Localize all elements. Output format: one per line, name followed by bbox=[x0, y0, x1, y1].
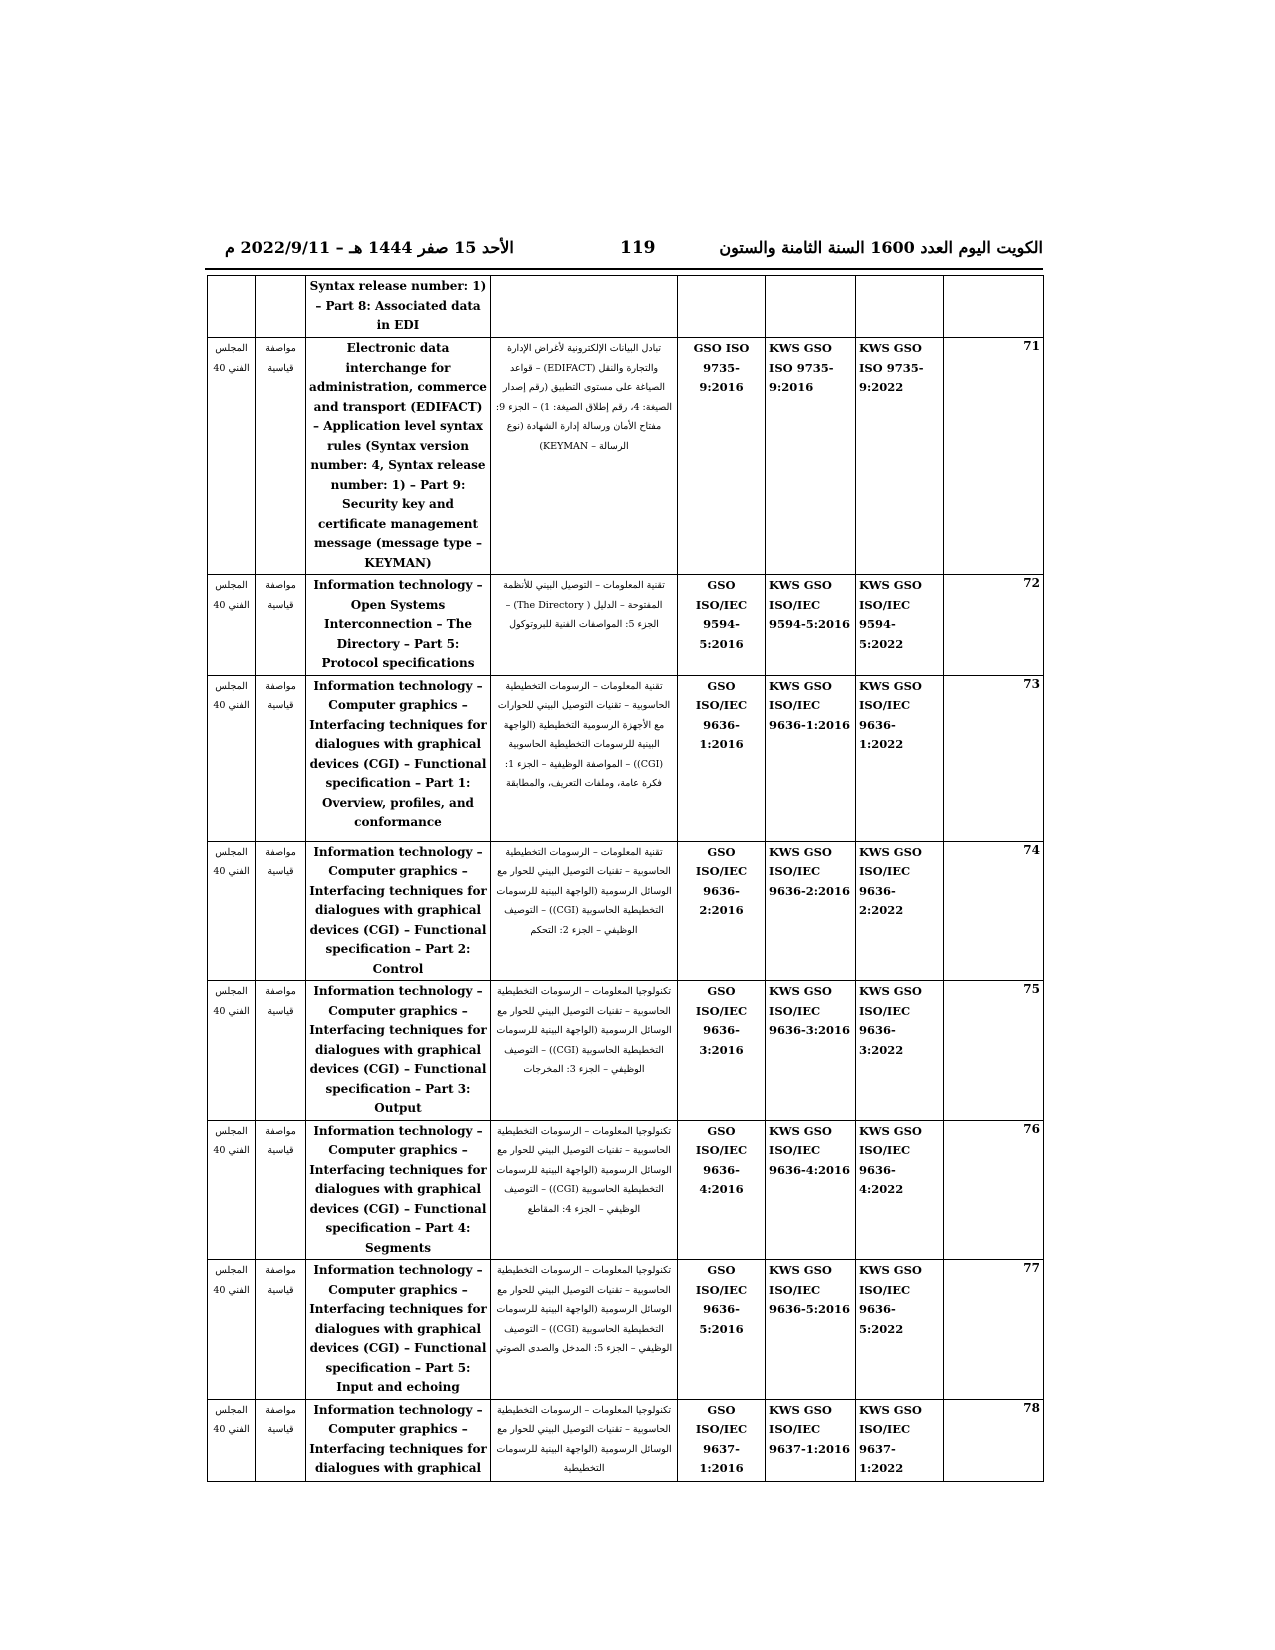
arabic-title-cell: تكنولوجيا المعلومات – الرسومات التخطيطية الحاسوبية – تقنيات التوصيل البيني للحوار مع الوسائل الرسومية (الواجهة البينية للرسومات التخطيطية bbox=[491, 1399, 678, 1481]
row-number-cell: 75 bbox=[944, 981, 1044, 1121]
table-row bbox=[208, 1399, 1044, 1481]
english-title-cell: Information technology – Computer graphics – Interfacing techniques for dialogues with graphical devices (CGI) – Functional specification – Part 5: Input and echoing bbox=[306, 1260, 491, 1400]
row-number-cell: 77 bbox=[944, 1260, 1044, 1400]
kws-new-reference-cell: KWS GSO ISO/IEC 9637-1:2022 bbox=[856, 1399, 944, 1481]
issue-date: الأحد 15 صفر 1444 هـ – 2022/9/11 م bbox=[225, 238, 514, 257]
gso-reference-cell: GSO ISO/IEC 9636-3:2016 bbox=[678, 981, 766, 1121]
approving-body-cell: المجلس الفني 40 bbox=[208, 575, 256, 676]
arabic-title-cell: تبادل البيانات الإلكترونية لأغراض الإدارة والتجارة والنقل (EDIFACT) – قواعد الصياغة على مستوى التطبيق (رقم إصدار الصيغة: 4، رقم إطلاق الصيغة: 1) – الجزء 9: مفتاح الأمان ورسالة إدارة الشهادة (نوع الرسالة – KEYMAN) bbox=[491, 338, 678, 575]
table-row bbox=[208, 338, 1044, 575]
approving-body-cell: المجلس الفني 40 bbox=[208, 1120, 256, 1260]
table-row bbox=[208, 675, 1044, 841]
kws-new-reference-cell: KWS GSO ISO/IEC 9636-3:2022 bbox=[856, 981, 944, 1121]
gso-reference-cell: GSO ISO/IEC 9636-5:2016 bbox=[678, 1260, 766, 1400]
gso-reference-cell: GSO ISO 9735-9:2016 bbox=[678, 338, 766, 575]
document-type-cell: مواصفة قياسية bbox=[256, 841, 306, 981]
approving-body-cell: المجلس الفني 40 bbox=[208, 1399, 256, 1481]
table-row bbox=[208, 841, 1044, 981]
arabic-title-cell: تكنولوجيا المعلومات – الرسومات التخطيطية الحاسوبية – تقنيات التوصيل البيني للحوار مع الوسائل الرسومية (الواجهة البينية للرسومات التخطيطية الحاسوبية (CGI)) – التوصيف الوظيفي – الجزء 3: المخرجات bbox=[491, 981, 678, 1121]
kws-old-reference-cell: KWS GSO ISO/IEC 9636-4:2016 bbox=[766, 1120, 856, 1260]
document-type-cell: مواصفة قياسية bbox=[256, 575, 306, 676]
english-title-cell: Syntax release number: 1) – Part 8: Associated data in EDI bbox=[306, 276, 491, 338]
row-number-cell: 72 bbox=[944, 575, 1044, 676]
row-number-cell bbox=[944, 276, 1044, 338]
kws-old-reference-cell: KWS GSO ISO/IEC 9636-3:2016 bbox=[766, 981, 856, 1121]
page-number: 119 bbox=[620, 238, 656, 258]
document-type-cell: مواصفة قياسية bbox=[256, 981, 306, 1121]
english-title-cell: Information technology – Computer graphics – Interfacing techniques for dialogues with graphical devices (CGI) – Functional specification – Part 2: Control bbox=[306, 841, 491, 981]
row-number-cell: 74 bbox=[944, 841, 1044, 981]
arabic-title-cell: تقنية المعلومات – الرسومات التخطيطية الحاسوبية – تقنيات التوصيل البيني للحوار مع الوسائل الرسومية (الواجهة البينية للرسومات التخطيطية الحاسوبية (CGI)) – التوصيف الوظيفي – الجزء 2: التحكم bbox=[491, 841, 678, 981]
kws-new-reference-cell bbox=[856, 276, 944, 338]
kws-new-reference-cell: KWS GSO ISO/IEC 9636-4:2022 bbox=[856, 1120, 944, 1260]
kws-new-reference-cell: KWS GSO ISO/IEC 9594-5:2022 bbox=[856, 575, 944, 676]
row-number-cell: 78 bbox=[944, 1399, 1044, 1481]
gso-reference-cell: GSO ISO/IEC 9637-1:2016 bbox=[678, 1399, 766, 1481]
gazette-title: الكويت اليوم العدد 1600 السنة الثامنة والستون bbox=[719, 238, 1043, 257]
gso-reference-cell: GSO ISO/IEC 9636-4:2016 bbox=[678, 1120, 766, 1260]
arabic-title-cell bbox=[491, 276, 678, 338]
english-title-cell: Information technology – Computer graphics – Interfacing techniques for dialogues with graphical devices (CGI) – Functional specification – Part 1: Overview, profiles, and conformance bbox=[306, 675, 491, 841]
arabic-title-cell: تكنولوجيا المعلومات – الرسومات التخطيطية الحاسوبية – تقنيات التوصيل البيني للحوار مع الوسائل الرسومية (الواجهة البينية للرسومات التخطيطية الحاسوبية (CGI)) – التوصيف الوظيفي – الجزء 4: المقاطع bbox=[491, 1120, 678, 1260]
kws-old-reference-cell: KWS GSO ISO/IEC 9637-1:2016 bbox=[766, 1399, 856, 1481]
approving-body-cell: المجلس الفني 40 bbox=[208, 841, 256, 981]
document-type-cell bbox=[256, 276, 306, 338]
document-type-cell: مواصفة قياسية bbox=[256, 338, 306, 575]
approving-body-cell bbox=[208, 276, 256, 338]
arabic-title-cell: تقنية المعلومات – الرسومات التخطيطية الحاسوبية – تقنيات التوصيل البيني للحوارات مع الأجهزة الرسومية التخطيطية (الواجهة البينية للرسومات التخطيطية الحاسوبية (CGI)) – المواصفة الوظيفية – الجزء 1: فكرة عامة، وملفات التعريف، والمطابقة bbox=[491, 675, 678, 841]
english-title-cell: Information technology – Computer graphics – Interfacing techniques for dialogues with graphical devices (CGI) – Functional specification – Part 3: Output bbox=[306, 981, 491, 1121]
approving-body-cell: المجلس الفني 40 bbox=[208, 981, 256, 1121]
kws-old-reference-cell: KWS GSO ISO/IEC 9636-5:2016 bbox=[766, 1260, 856, 1400]
gso-reference-cell bbox=[678, 276, 766, 338]
row-number-cell: 73 bbox=[944, 675, 1044, 841]
english-title-cell: Electronic data interchange for administration, commerce and transport (EDIFACT) – Application level syntax rules (Syntax version number: 4, Syntax release number: 1) – Part 9: Security key and certificate management message (message type – KEYMAN) bbox=[306, 338, 491, 575]
gso-reference-cell: GSO ISO/IEC 9636-2:2016 bbox=[678, 841, 766, 981]
kws-old-reference-cell: KWS GSO ISO/IEC 9636-2:2016 bbox=[766, 841, 856, 981]
table-row bbox=[208, 276, 1044, 338]
kws-old-reference-cell: KWS GSO ISO/IEC 9636-1:2016 bbox=[766, 675, 856, 841]
row-number-cell: 76 bbox=[944, 1120, 1044, 1260]
kws-new-reference-cell: KWS GSO ISO/IEC 9636-1:2022 bbox=[856, 675, 944, 841]
arabic-title-cell: تكنولوجيا المعلومات – الرسومات التخطيطية الحاسوبية – تقنيات التوصيل البيني للحوار مع الوسائل الرسومية (الواجهة البينية للرسومات التخطيطية الحاسوبية (CGI)) – التوصيف الوظيفي – الجزء 5: المدخل والصدى الصوتي bbox=[491, 1260, 678, 1400]
approving-body-cell: المجلس الفني 40 bbox=[208, 1260, 256, 1400]
approving-body-cell: المجلس الفني 40 bbox=[208, 338, 256, 575]
table-row bbox=[208, 981, 1044, 1121]
english-title-cell: Information technology – Computer graphics – Interfacing techniques for dialogues with graphical bbox=[306, 1399, 491, 1481]
document-type-cell: مواصفة قياسية bbox=[256, 675, 306, 841]
document-type-cell: مواصفة قياسية bbox=[256, 1120, 306, 1260]
document-type-cell: مواصفة قياسية bbox=[256, 1399, 306, 1481]
kws-new-reference-cell: KWS GSO ISO/IEC 9636-2:2022 bbox=[856, 841, 944, 981]
arabic-title-cell: تقنية المعلومات – التوصيل البيني للأنظمة المفتوحة – الدليل ( The Directory) – الجزء 5: المواصفات الفنية للبروتوكول bbox=[491, 575, 678, 676]
document-type-cell: مواصفة قياسية bbox=[256, 1260, 306, 1400]
table-row bbox=[208, 1120, 1044, 1260]
approving-body-cell: المجلس الفني 40 bbox=[208, 675, 256, 841]
english-title-cell: Information technology – Open Systems Interconnection – The Directory – Part 5: Protocol specifications bbox=[306, 575, 491, 676]
kws-new-reference-cell: KWS GSO ISO 9735-9:2022 bbox=[856, 338, 944, 575]
table-row bbox=[208, 575, 1044, 676]
gso-reference-cell: GSO ISO/IEC 9636-1:2016 bbox=[678, 675, 766, 841]
kws-old-reference-cell: KWS GSO ISO 9735-9:2016 bbox=[766, 338, 856, 575]
kws-old-reference-cell bbox=[766, 276, 856, 338]
table-row bbox=[208, 1260, 1044, 1400]
row-number-cell: 71 bbox=[944, 338, 1044, 575]
standards-table bbox=[207, 275, 1044, 1482]
english-title-cell: Information technology – Computer graphics – Interfacing techniques for dialogues with graphical devices (CGI) – Functional specification – Part 4: Segments bbox=[306, 1120, 491, 1260]
kws-old-reference-cell: KWS GSO ISO/IEC 9594-5:2016 bbox=[766, 575, 856, 676]
gso-reference-cell: GSO ISO/IEC 9594-5:2016 bbox=[678, 575, 766, 676]
kws-new-reference-cell: KWS GSO ISO/IEC 9636-5:2022 bbox=[856, 1260, 944, 1400]
page-header bbox=[205, 238, 1043, 270]
